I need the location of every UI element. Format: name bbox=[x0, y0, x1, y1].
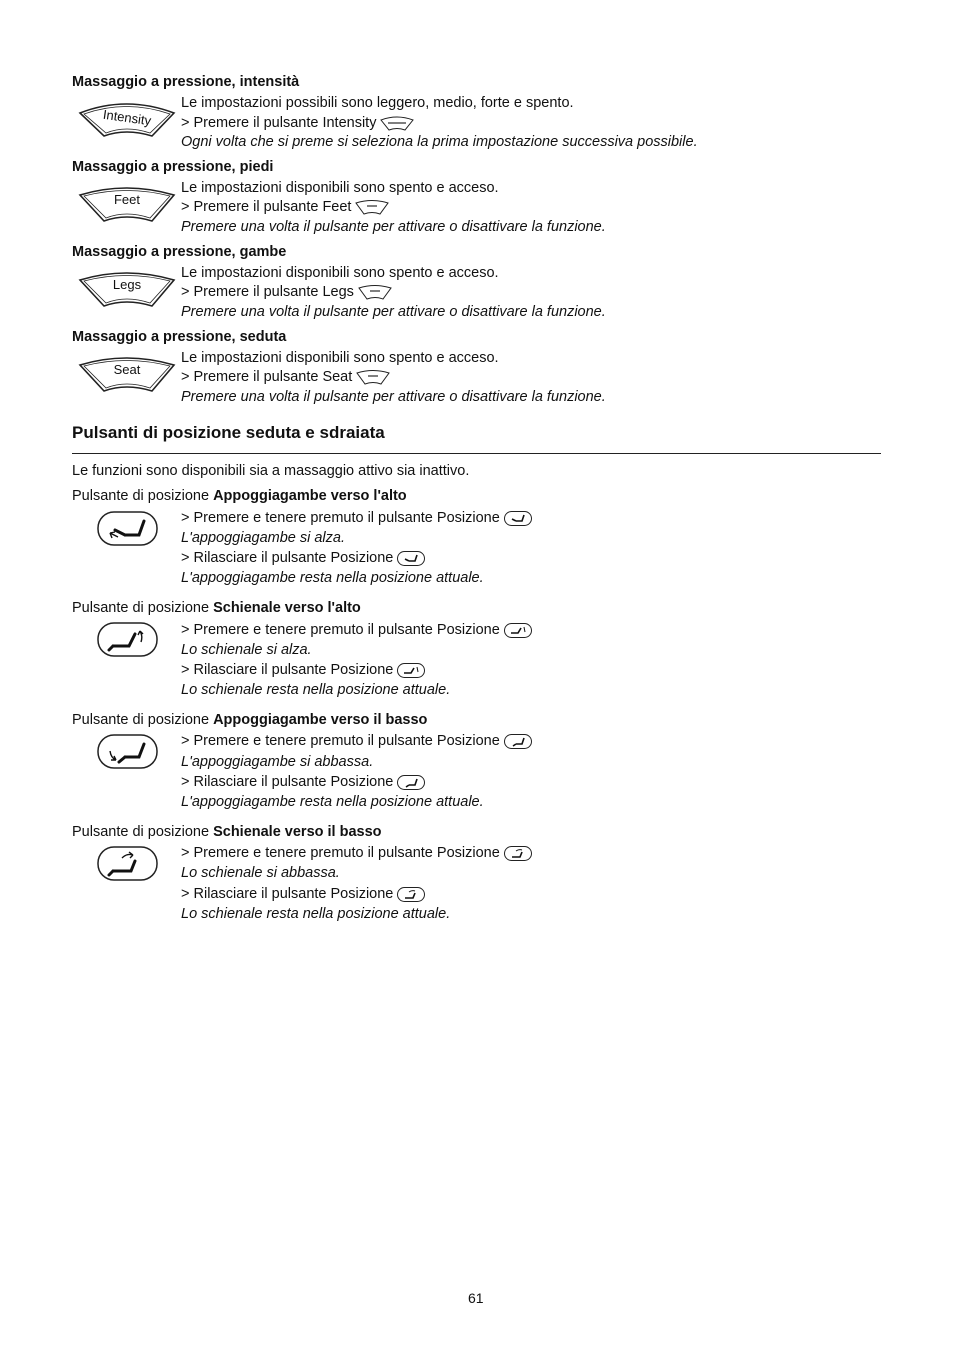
press-text: > Premere e tenere premuto il pulsante Posizione bbox=[181, 622, 500, 638]
position-prefix: Pulsante di posizione bbox=[72, 600, 214, 616]
legrest-down-press-result: L'appoggiagambe si abbassa. bbox=[181, 754, 374, 770]
position-prefix: Pulsante di posizione bbox=[72, 824, 214, 840]
seat-step-text: > Premere il pulsante Seat bbox=[181, 369, 353, 385]
feet-mini-icon bbox=[355, 199, 389, 215]
position-title-backrest-up bbox=[72, 600, 361, 616]
backrest-up-press bbox=[181, 622, 532, 638]
backrest-up-mini-icon-2 bbox=[397, 663, 425, 678]
legs-text: Le impostazioni disponibili sono spento e acceso. bbox=[181, 265, 499, 281]
section-title: Pulsanti di posizione seduta e sdraiata bbox=[72, 423, 385, 442]
legs-step-text: > Premere il pulsante Legs bbox=[181, 284, 354, 300]
position-title-legrest-up bbox=[72, 488, 407, 504]
legrest-down-mini-icon-2 bbox=[397, 775, 425, 790]
release-text: > Rilasciare il pulsante Posizione bbox=[181, 774, 394, 790]
backrest-down-mini-icon-2 bbox=[397, 887, 425, 902]
seat-text: Le impostazioni disponibili sono spento e acceso. bbox=[181, 350, 499, 366]
legrest-up-mini-icon bbox=[504, 511, 532, 526]
seat-button-label: Seat bbox=[113, 362, 141, 377]
heading-seat: Massaggio a pressione, seduta bbox=[72, 329, 287, 345]
feet-step bbox=[181, 199, 389, 215]
legrest-up-icon bbox=[97, 511, 158, 546]
heading-feet: Massaggio a pressione, piedi bbox=[72, 159, 274, 175]
release-text: > Rilasciare il pulsante Posizione bbox=[181, 662, 394, 678]
backrest-up-release bbox=[181, 662, 425, 678]
section-divider bbox=[72, 453, 881, 454]
legrest-up-press-result: L'appoggiagambe si alza. bbox=[181, 530, 345, 546]
feet-button-icon bbox=[78, 183, 178, 225]
backrest-down-icon bbox=[97, 846, 158, 881]
intensity-step-text: > Premere il pulsante Intensity bbox=[181, 115, 377, 131]
intensity-step bbox=[181, 115, 414, 131]
legs-mini-icon bbox=[358, 284, 392, 300]
release-text: > Rilasciare il pulsante Posizione bbox=[181, 886, 394, 902]
position-prefix: Pulsante di posizione bbox=[72, 712, 214, 728]
legs-note: Premere una volta il pulsante per attivare o disattivare la funzione. bbox=[181, 304, 606, 320]
seat-mini-icon bbox=[356, 369, 390, 385]
seat-note: Premere una volta il pulsante per attivare o disattivare la funzione. bbox=[181, 389, 606, 405]
release-text: > Rilasciare il pulsante Posizione bbox=[181, 550, 394, 566]
intensity-mini-icon bbox=[380, 115, 414, 131]
backrest-up-icon bbox=[97, 622, 158, 657]
press-text: > Premere e tenere premuto il pulsante Posizione bbox=[181, 845, 500, 861]
backrest-up-mini-icon bbox=[504, 623, 532, 638]
position-name: Appoggiagambe verso il basso bbox=[213, 712, 428, 728]
position-name: Appoggiagambe verso l'alto bbox=[213, 488, 407, 504]
position-name: Schienale verso l'alto bbox=[213, 600, 361, 616]
legrest-up-release bbox=[181, 550, 425, 566]
position-title-legrest-down bbox=[72, 712, 427, 728]
legrest-down-release-result: L'appoggiagambe resta nella posizione attuale. bbox=[181, 794, 484, 810]
legs-button-label: Legs bbox=[112, 277, 142, 292]
seat-step bbox=[181, 369, 390, 385]
legrest-up-press bbox=[181, 510, 532, 526]
intensity-button-icon bbox=[78, 98, 178, 140]
position-prefix: Pulsante di posizione bbox=[72, 488, 214, 504]
heading-legs: Massaggio a pressione, gambe bbox=[72, 244, 287, 260]
feet-note: Premere una volta il pulsante per attivare o disattivare la funzione. bbox=[181, 219, 606, 235]
backrest-up-release-result: Lo schienale resta nella posizione attuale. bbox=[181, 682, 451, 698]
intensity-text: Le impostazioni possibili sono leggero, medio, forte e spento. bbox=[181, 95, 574, 111]
intensity-note: Ogni volta che si preme si seleziona la prima impostazione successiva possibile. bbox=[181, 134, 698, 150]
position-title-backrest-down bbox=[72, 824, 382, 840]
backrest-down-mini-icon bbox=[504, 846, 532, 861]
section-intro: Le funzioni sono disponibili sia a massaggio attivo sia inattivo. bbox=[72, 463, 470, 479]
legrest-down-release bbox=[181, 774, 425, 790]
feet-button-label: Feet bbox=[113, 192, 141, 207]
press-text: > Premere e tenere premuto il pulsante Posizione bbox=[181, 510, 500, 526]
legs-step bbox=[181, 284, 392, 300]
backrest-down-release-result: Lo schienale resta nella posizione attuale. bbox=[181, 906, 451, 922]
legs-button-icon bbox=[78, 268, 178, 310]
legrest-down-press bbox=[181, 733, 532, 749]
feet-step-text: > Premere il pulsante Feet bbox=[181, 199, 352, 215]
legrest-up-release-result: L'appoggiagambe resta nella posizione attuale. bbox=[181, 570, 484, 586]
heading-intensity: Massaggio a pressione, intensità bbox=[72, 74, 300, 90]
backrest-down-press-result: Lo schienale si abbassa. bbox=[181, 865, 340, 881]
backrest-up-press-result: Lo schienale si alza. bbox=[181, 642, 312, 658]
backrest-down-release bbox=[181, 886, 425, 902]
seat-button-icon bbox=[78, 353, 178, 395]
intensity-button-label: Intensity bbox=[102, 106, 153, 129]
legrest-up-mini-icon-2 bbox=[397, 551, 425, 566]
press-text: > Premere e tenere premuto il pulsante Posizione bbox=[181, 733, 500, 749]
position-name: Schienale verso il basso bbox=[213, 824, 382, 840]
legrest-down-mini-icon bbox=[504, 734, 532, 749]
backrest-down-press bbox=[181, 845, 532, 861]
legrest-down-icon bbox=[97, 734, 158, 769]
page-number: 61 bbox=[468, 1290, 484, 1306]
feet-text: Le impostazioni disponibili sono spento e acceso. bbox=[181, 180, 499, 196]
